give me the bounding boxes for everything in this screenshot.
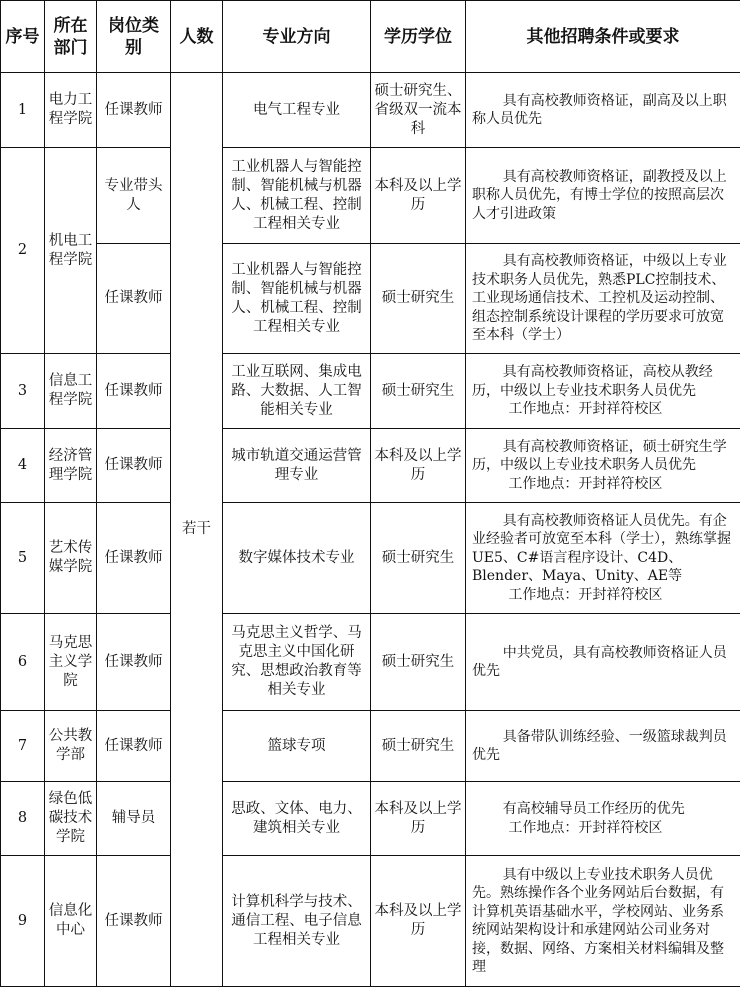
- cell-dept: 艺术传媒学院: [45, 503, 97, 614]
- cell-dept: 电力工程学院: [45, 73, 97, 148]
- cell-post: 专业带头人: [97, 148, 171, 244]
- cell-dept: 经济管理学院: [45, 429, 97, 503]
- work-location: 工作地点：开封祥符校区: [508, 819, 663, 836]
- cell-req: [466, 711, 740, 782]
- cell-req: [466, 782, 740, 856]
- work-location: 工作地点：开封祥符校区: [508, 401, 663, 418]
- req-text: 具有中级以上专业技术职务人员优先。熟练操作各个业务网站后台数据，有计算机英语基础水平，学校网站、业务系统网站架构设计和承建网站公司业务对接，数据、网络、方案相关材料编辑及整理: [472, 866, 724, 975]
- cell-major: 工业机器人与智能控制、智能机械与机器人、机械工程、控制工程相关专业: [223, 148, 371, 244]
- req-text: 有高校辅导员工作经历的优先: [502, 801, 685, 817]
- table-row: [1, 503, 740, 614]
- req-text: 具有高校教师资格证，硕士研究生学历，中级以上专业技术职务人员优先: [472, 438, 727, 474]
- cell-dept: 公共教学部: [45, 711, 97, 782]
- cell-degree: 本科及以上学历: [371, 856, 466, 987]
- cell-major: 工业互联网、集成电路、大数据、人工智能相关专业: [223, 354, 371, 429]
- table-row: [1, 244, 740, 354]
- cell-no: 5: [1, 503, 45, 614]
- req-text: 具有高校教师资格证，副高及以上职称人员优先: [472, 92, 727, 127]
- cell-req: [466, 148, 740, 244]
- header-degree: 学历学位: [371, 1, 466, 73]
- cell-degree: 本科及以上学历: [371, 148, 466, 244]
- cell-no: 2: [1, 148, 45, 354]
- req-text: 具备带队训练经验、一级篮球裁判员优先: [472, 728, 727, 763]
- cell-dept: 信息工程学院: [45, 354, 97, 429]
- table-row: [1, 782, 740, 856]
- cell-post: 辅导员: [97, 782, 171, 856]
- cell-degree: 本科及以上学历: [371, 429, 466, 503]
- cell-major: 篮球专项: [223, 711, 371, 782]
- cell-degree: 硕士研究生: [371, 614, 466, 711]
- cell-req: [466, 856, 740, 987]
- cell-no: 8: [1, 782, 45, 856]
- cell-degree: 本科及以上学历: [371, 782, 466, 856]
- cell-req: [466, 244, 740, 354]
- header-row: [1, 1, 740, 73]
- table-row: [1, 354, 740, 429]
- cell-count: 若干: [171, 73, 223, 987]
- cell-dept: 马克思主义学院: [45, 614, 97, 711]
- table-row: [1, 856, 740, 987]
- req-text: 具有高校教师资格证，高校从教经历，中级以上专业技术职务人员优先: [472, 364, 713, 399]
- cell-post: 任课教师: [97, 856, 171, 987]
- cell-post: 任课教师: [97, 711, 171, 782]
- cell-no: 3: [1, 354, 45, 429]
- header-no: 序号: [1, 1, 45, 73]
- cell-major: 城市轨道交通运营管理专业: [223, 429, 371, 503]
- header-req: 其他招聘条件或要求: [466, 1, 740, 73]
- cell-post: 任课教师: [97, 244, 171, 354]
- header-dept: 所在部门: [45, 1, 97, 73]
- cell-dept: 机电工程学院: [45, 148, 97, 354]
- req-text: 具有高校教师资格证人员优先。有企业经验者可放宽至本科（学士），熟练掌握UE5、C#语言程序设计、C4D、Blender、Maya、Unity、AE等: [472, 512, 731, 585]
- table-row: [1, 148, 740, 244]
- cell-major: 数字媒体技术专业: [223, 503, 371, 614]
- cell-post: 任课教师: [97, 429, 171, 503]
- table-row: [1, 73, 740, 148]
- cell-req: [466, 354, 740, 429]
- req-text: 中共党员，具有高校教师资格证人员优先: [472, 644, 727, 679]
- work-location: 工作地点：开封祥符校区: [508, 586, 663, 603]
- cell-no: 9: [1, 856, 45, 987]
- cell-post: 任课教师: [97, 503, 171, 614]
- cell-degree: 硕士研究生: [371, 711, 466, 782]
- header-post: 岗位类别: [97, 1, 171, 73]
- header-count: 人数: [171, 1, 223, 73]
- cell-dept: 绿色低碳技术学院: [45, 782, 97, 856]
- cell-degree: 硕士研究生: [371, 244, 466, 354]
- cell-post: 任课教师: [97, 73, 171, 148]
- cell-degree: 硕士研究生: [371, 503, 466, 614]
- cell-req: [466, 73, 740, 148]
- cell-major: 计算机科学与技术、通信工程、电子信息工程相关专业: [223, 856, 371, 987]
- cell-post: 任课教师: [97, 614, 171, 711]
- cell-degree: 硕士研究生: [371, 354, 466, 429]
- cell-no: 6: [1, 614, 45, 711]
- table-row: [1, 429, 740, 503]
- cell-post: 任课教师: [97, 354, 171, 429]
- cell-req: [466, 614, 740, 711]
- cell-req: [466, 429, 740, 503]
- cell-major: 电气工程专业: [223, 73, 371, 148]
- cell-no: 4: [1, 429, 45, 503]
- cell-major: 工业机器人与智能控制、智能机械与机器人、机械工程、控制工程相关专业: [223, 244, 371, 354]
- cell-major: 思政、文体、电力、建筑相关专业: [223, 782, 371, 856]
- header-major: 专业方向: [223, 1, 371, 73]
- cell-major: 马克思主义哲学、马克思主义中国化研究、思想政治教育等相关专业: [223, 614, 371, 711]
- cell-no: 1: [1, 73, 45, 148]
- req-text: 具有高校教师资格证，中级以上专业技术职务人员优先，熟悉PLC控制技术、工业现场通信技术、工控机及运动控制、组态控制系统设计课程的学历要求可放宽至本科（学士）: [472, 253, 727, 344]
- cell-dept: 信息化中心: [45, 856, 97, 987]
- cell-no: 7: [1, 711, 45, 782]
- work-location: 工作地点：开封祥符校区: [508, 475, 663, 492]
- cell-degree: 硕士研究生、省级双一流本科: [371, 73, 466, 148]
- req-text: 具有高校教师资格证，副教授及以上职称人员优先，有博士学位的按照高层次人才引进政策: [472, 168, 727, 222]
- table-row: [1, 614, 740, 711]
- cell-req: [466, 503, 740, 614]
- table-row: [1, 711, 740, 782]
